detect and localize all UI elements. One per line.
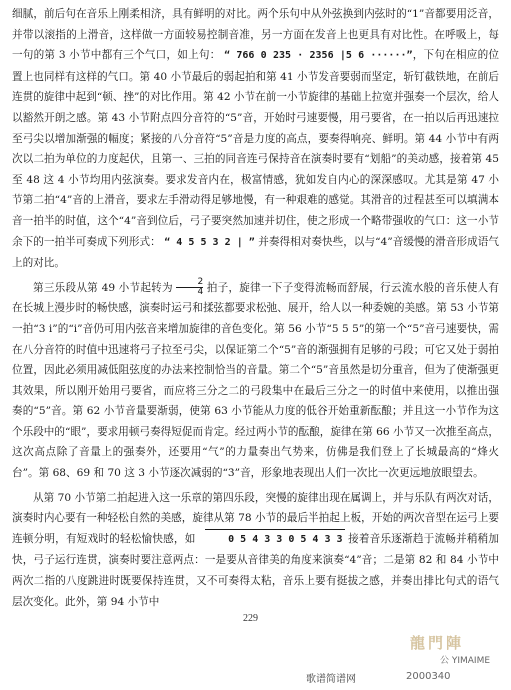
music-notation-breath-example: “ 766 0 235 · 2356 |5 6 ······” <box>224 50 413 62</box>
paragraph-1 <box>12 4 499 274</box>
paragraph-1-text-b: ，下句在相应的位置上也同样有这样的气口。第 40 小节最后的弱起拍和第 41 小节发音要弱而坚定，斩钉截铁地，在前后连贯的旋律中起到“顿、挫”的对比作用。第 42 小节在前一小节旋律的基础上拉宽并强奏一个层次，给人以豁然开朗之感。第 43 小节附点四分音符的“5”音，开始时弓速要慢，用弓要省，在一拍以后再迅速拉至弓尖以增加渐强的幅度；紧接的八分音符“5”音是力度的高点，要奏得响亮、鲜明。第 44 小节中有两次以二拍为单位的力度起伏，且第一、三拍的同音连弓保持音在演奏时要有“划船”的美动感，接着第 45 至 48 这 4 小节均用内弦演奏。要求发音内在，极富情感，犹如发自内心的深深感叹。尤其是第 47 小节第二拍“4”音的上滑音，要求左手滑动得足够地慢，有一种艰难的感觉。其滑音的过程甚至可以填满本音一拍半的时值，这个“4”音到位后，弓子要突然加速并切住，使之形成一个略带强收的气口：这一小节余下的一拍半可奏成下列形式： <box>12 49 500 248</box>
paragraph-2 <box>12 278 499 484</box>
watermark-site-text: 公 YIMAIME <box>440 656 491 666</box>
music-notation-variant: “ 4 5 5 3 2 | ” <box>164 236 255 248</box>
page-number: 229 <box>243 613 258 624</box>
paragraph-3-text-b: 接着音乐逐渐趋于流畅并稍稍加快，弓子运行连贯，演奏时要注意两点：一是要从音律美的角度来演奏“4”音；二是第 82 和 84 小节中两次二指的八度跳进时既要保持连贯，又不可奏得太粘，音乐上要有挺拔之感，并奏出排比句式的语气层次变化。此外，第 94 小节中 <box>12 532 500 608</box>
paragraph-3-text-a: 从第 70 小节第二拍起进入这一乐章的第四乐段，突慢的旋律出现在属调上，并与乐队有两次对话，演奏时内心要有一种轻松自然的美感，旋律从第 78 小节的最后半拍起上板，开始的两次音型在运弓上要连顿分明，有短戏时的轻松愉快感，如 <box>12 491 499 545</box>
paragraph-1-text-c: 并奏得相对奏快些，以与“4”音缓慢的滑音形成语气上的对比。 <box>12 235 499 270</box>
watermark-logo: 龍門陣 <box>410 634 465 652</box>
paragraph-3 <box>12 488 499 613</box>
watermark-site-name: 歌谱简谱网 <box>306 674 356 685</box>
watermark-id: 2000340 <box>406 671 451 682</box>
time-signature <box>176 278 203 297</box>
paragraph-2-text-a: 第三乐段从第 49 小节起转为 <box>33 281 173 294</box>
music-notation-bowing-example: 0 5 4 3 3 0 5 4 3 3 <box>205 529 344 551</box>
time-signature-numerator: 2 <box>176 278 203 288</box>
paragraph-1-text-a: 细腻，前后句在音乐上刚柔相济，具有鲜明的对比。两个乐句中从外弦换到内弦时的“1”音都要用泛音，并带以滚指的上滑音，这样做一方面较易控制音准，另一方面在发音上也更具有对比性。在呼吸上，每一句的第 3 小节中都有三个气口，如上句： <box>12 8 499 62</box>
time-signature-denominator: 4 <box>197 287 204 298</box>
paragraph-2-text-b: 拍子，旋律一下子变得流畅而舒展，行云流水般的音乐使人有在长城上漫步时的畅快感，演奏时运弓和揉弦都要求松弛、展开，给人以一种委婉的美感。第 53 小节第一拍“3 i”的“i”音仍可用内弦音来增加旋律的音色变化。第 56 小节“5 5 5”的第一个“5”音弓速要快，需在八分音符的时值中迅速将弓子拉至弓尖，以保证第二个“5”音的渐强拥有足够的弓段；可它又处于弱拍位置，因此必须用减低阻弦度的办法来控制恰当的音量。第二个“5”音虽然是切分重音，但为了使渐强更其效果，所以刚开始用弓要省，而应将三分之二的弓段集中在最后三分之一的时值中来使用，以推出强奏的“5”音。第 62 小节音量要渐弱，使第 63 小节能从力度的低谷开始重新酝酿；并且这一小节作为这个乐段中的“眼”，要求用顿弓奏得短促而肯定。经过两小节的酝酿，旋律在第 66 小节又一次推至高点，这次高点除了音量上的强奏外，还要用“气”的力量奏出气势来，仿佛是我们登上了长城最高的“烽火台”。第 68、69 和 70 这 3 小节逐次减弱的“3̇”音，形象地表现出人们一次比一次更远地放眼望去。 <box>12 281 499 480</box>
